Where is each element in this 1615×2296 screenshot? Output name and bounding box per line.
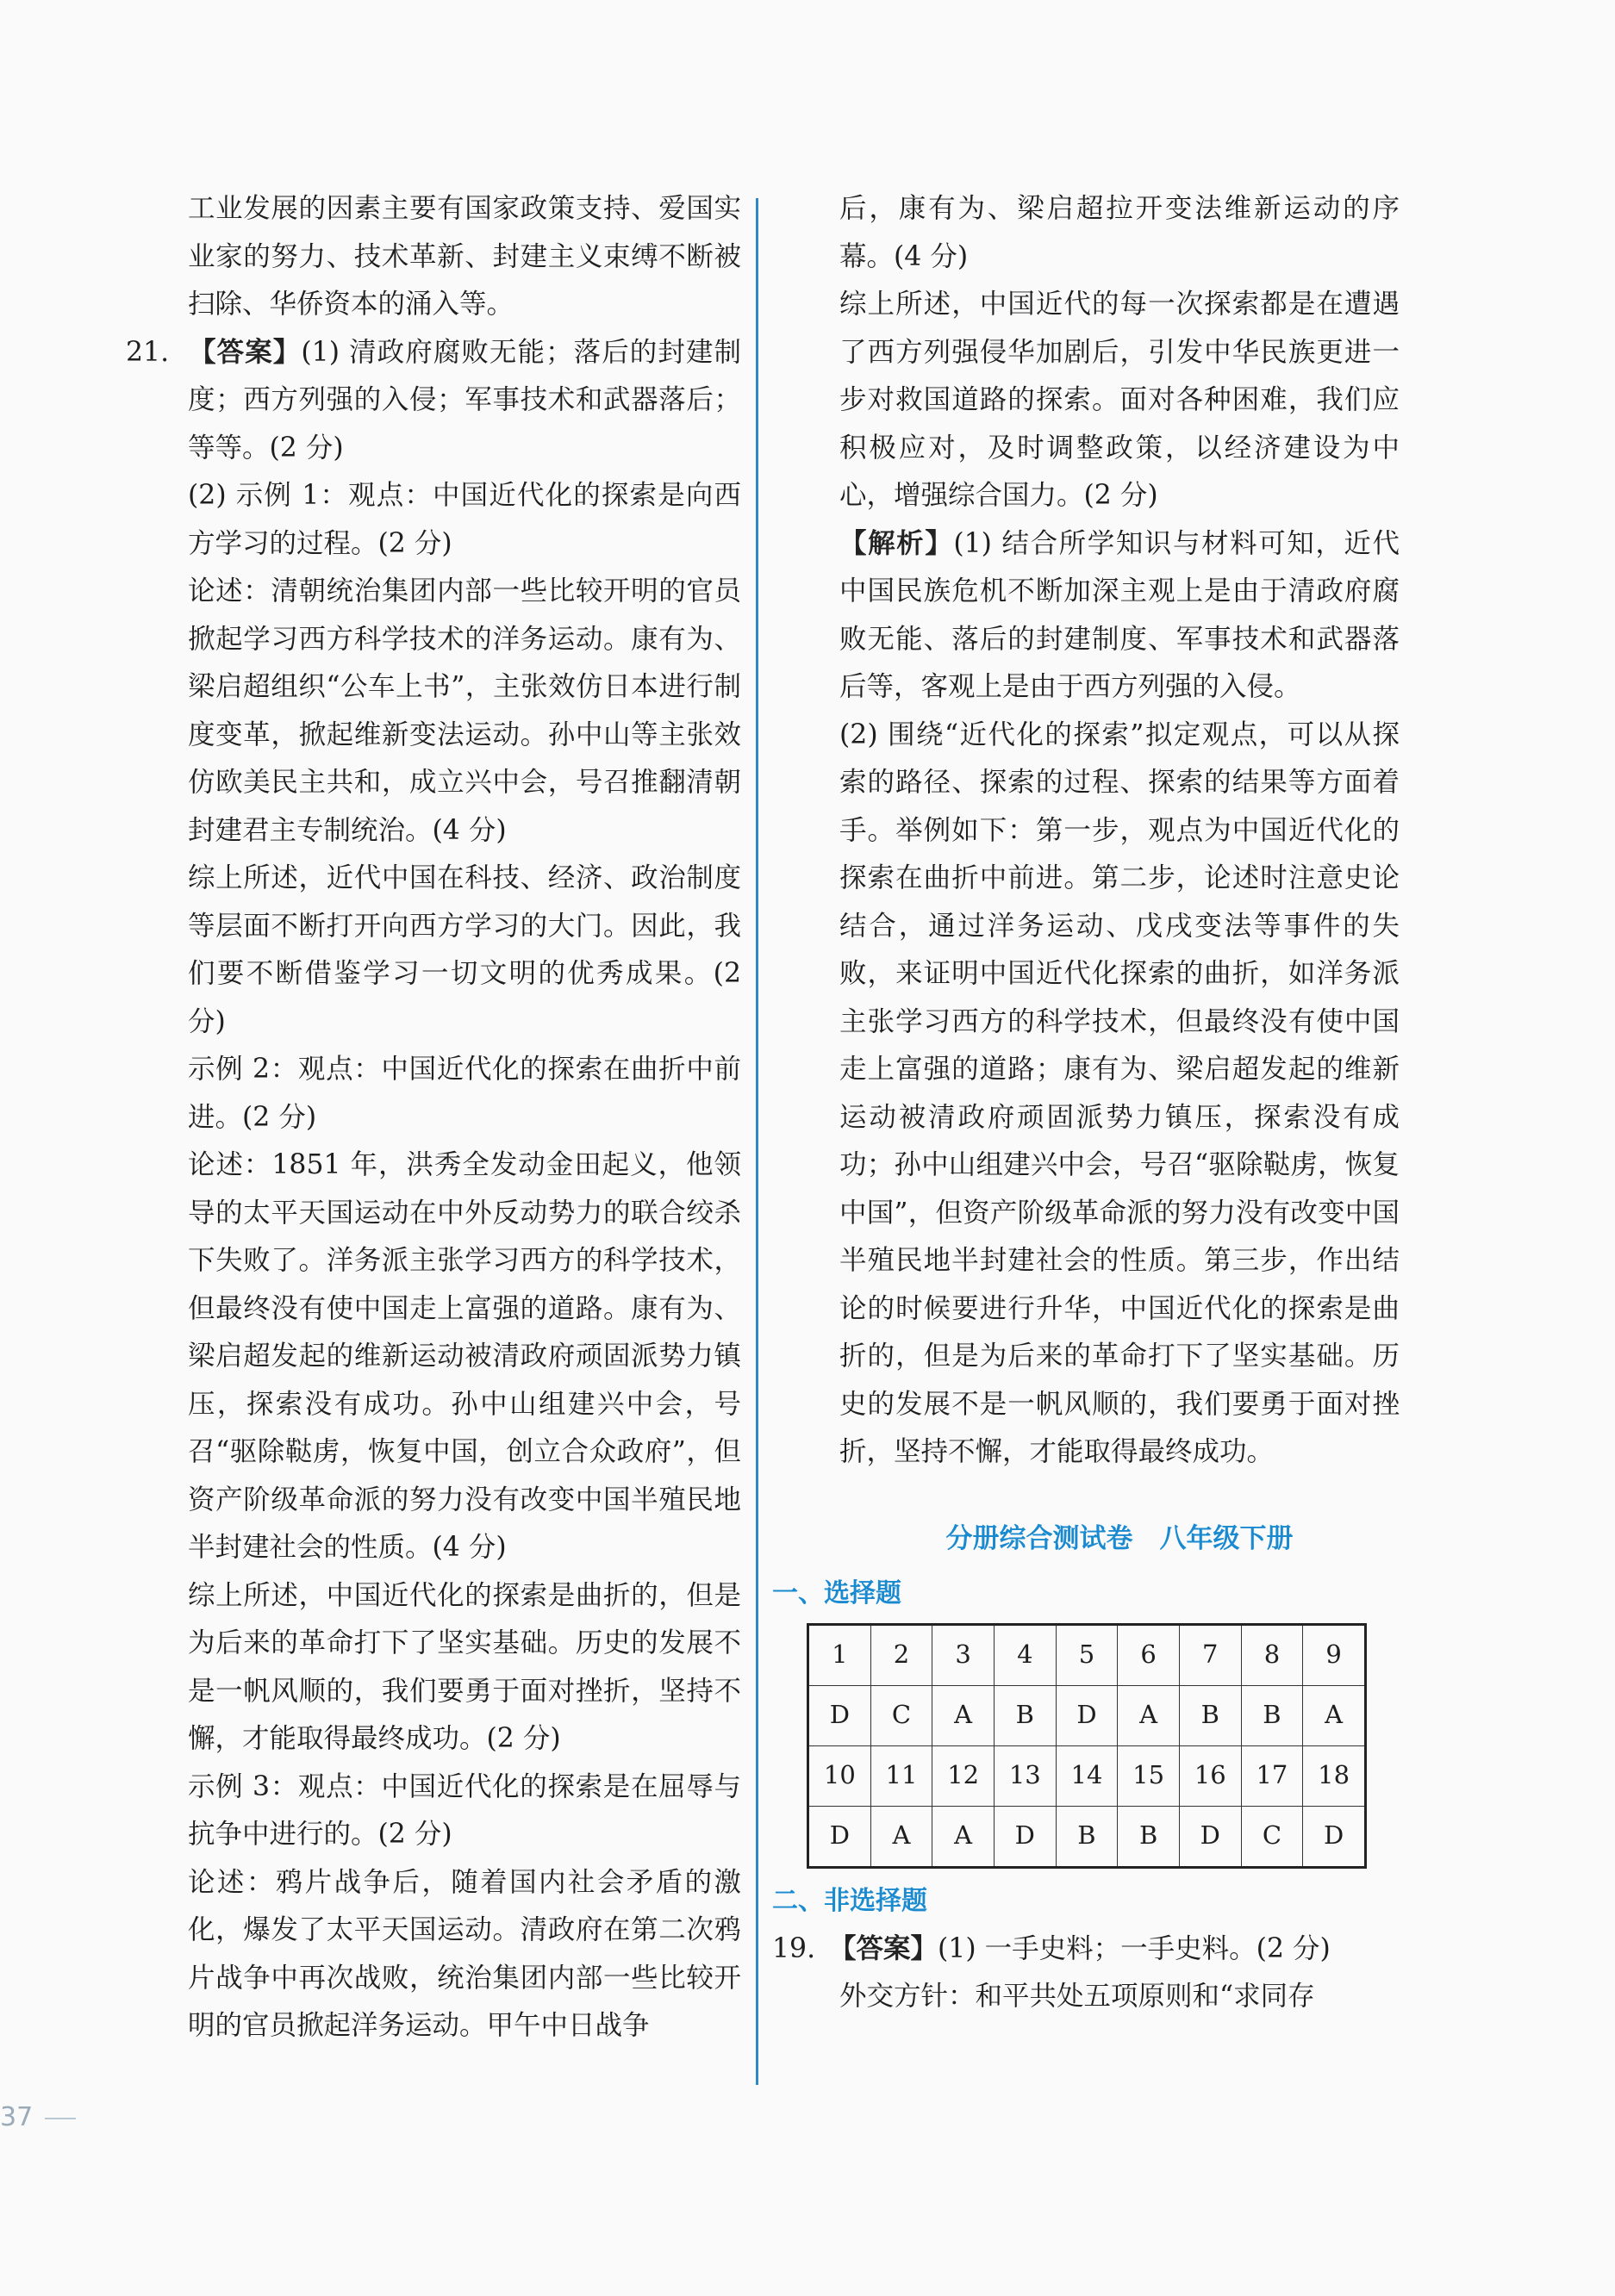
table-cell: 9 — [1303, 1624, 1366, 1685]
table-cell: 6 — [1118, 1624, 1180, 1685]
table-cell: 1 — [808, 1624, 871, 1685]
table-cell: 14 — [1056, 1745, 1118, 1806]
analysis-tag: 【解析】 — [839, 527, 954, 559]
analysis-paragraph: 【解析】(1) 结合所学知识与材料可知，近代中国民族危机不断加深主观上是由于清政府腐败无能、落后的封建制度、军事技术和武器落后等，客观上是由于西方列强的入侵。 — [839, 527, 1400, 702]
table-cell: 17 — [1241, 1745, 1303, 1806]
table-cell: D — [994, 1806, 1056, 1867]
table-cell: A — [932, 1685, 995, 1745]
paragraph: (1) 清政府腐败无能；落后的封建制度；西方列强的入侵；军事技术和武器落后；等等。(2 分) — [188, 336, 741, 464]
table-cell: C — [870, 1685, 932, 1745]
question-19-answer: 19. 【答案】(1) 一手史料；一手史料。(2 分) — [772, 1926, 1400, 1974]
paragraph: 综上所述，近代中国在科技、经济、政治制度等层面不断打开向西方学习的大门。因此，我们要不断借鉴学习一切文明的优秀成果。(2 分) — [188, 862, 741, 1037]
table-cell: A — [1303, 1685, 1366, 1745]
right-column — [772, 185, 1400, 2021]
paragraph: (2) 示例 1：观点：中国近代化的探索是向西方学习的过程。(2 分) — [188, 480, 741, 559]
table-row — [808, 1745, 1366, 1806]
paragraph: 综上所述，中国近代的每一次探索都是在遭遇了西方列强侵华加剧后，引发中华民族更进一步对救国道路的探索。面对各种困难，我们应积极应对，及时调整政策，以经济建设为中心，增强综合国力。(2 分) — [839, 289, 1400, 511]
table-cell: D — [1303, 1806, 1366, 1867]
table-cell: 15 — [1118, 1745, 1180, 1806]
table-cell: D — [1179, 1806, 1241, 1867]
table-cell: 7 — [1179, 1624, 1241, 1685]
table-cell: B — [1118, 1806, 1180, 1867]
table-cell: D — [808, 1685, 871, 1745]
table-row — [808, 1624, 1366, 1685]
table-cell: 4 — [994, 1624, 1056, 1685]
paragraph: 论述：1851 年，洪秀全发动金田起义，他领导的太平天国运动在中外反动势力的联合绞杀下失败了。洋务派主张学习西方的科学技术，但最终没有使中国走上富强的道路。康有为、梁启超发起的维新运动被清政府顽固派势力镇压，探索没有成功。孙中山组建兴中会，号召“驱除鞑虏，恢复中国，创立合众政府”，但资产阶级革命派的努力没有改变中国半殖民地半封建社会的性质。(4 分) — [188, 1149, 741, 1563]
table-cell: D — [1056, 1685, 1118, 1745]
paragraph: 外交方针：和平共处五项原则和“求同存 — [839, 1981, 1315, 2012]
left-column — [121, 185, 741, 2050]
answer-tag: 【答案】 — [829, 1932, 938, 1964]
table-cell: A — [1118, 1685, 1180, 1745]
page-number-dash — [45, 2118, 76, 2119]
answer-table — [807, 1623, 1367, 1869]
answer-tag: 【答案】 — [188, 336, 302, 368]
table-cell: B — [994, 1685, 1056, 1745]
table-cell: 18 — [1303, 1745, 1366, 1806]
table-cell: A — [932, 1806, 995, 1867]
table-cell: 11 — [870, 1745, 932, 1806]
question-number: 19. — [772, 1932, 816, 1964]
table-row — [808, 1685, 1366, 1745]
table-cell: A — [870, 1806, 932, 1867]
table-row — [808, 1806, 1366, 1867]
paragraph: 示例 3：观点：中国近代化的探索是在屈辱与抗争中进行的。(2 分) — [188, 1770, 741, 1850]
table-cell: 3 — [932, 1624, 995, 1685]
section-title: 分册综合测试卷 八年级下册 — [945, 1522, 1294, 1554]
table-cell: 8 — [1241, 1624, 1303, 1685]
column-divider — [756, 198, 758, 2085]
table-cell: B — [1179, 1685, 1241, 1745]
question-21-answer — [121, 329, 741, 473]
paragraph: 综上所述，中国近代化的探索是曲折的，但是为后来的革命打下了坚实基础。历史的发展不是一帆风顺的，我们要勇于面对挫折，坚持不懈，才能取得最终成功。(2 分) — [188, 1579, 741, 1754]
page-number: 37 — [0, 2102, 34, 2132]
table-cell: 5 — [1056, 1624, 1118, 1685]
table-cell: 12 — [932, 1745, 995, 1806]
paragraph: 后，康有为、梁启超拉开变法维新运动的序幕。(4 分) — [839, 193, 1400, 272]
table-cell: 16 — [1179, 1745, 1241, 1806]
paragraph: 论述：清朝统治集团内部一些比较开明的官员掀起学习西方科学技术的洋务运动。康有为、梁启超组织“公车上书”，主张效仿日本进行制度变革，掀起维新变法运动。孙中山等主张效仿欧美民主共和，成立兴中会，号召推翻清朝封建君主专制统治。(4 分) — [188, 576, 741, 846]
table-cell: 2 — [870, 1624, 932, 1685]
subsection-title: 一、选择题 — [772, 1577, 901, 1608]
question-number: 21. — [126, 336, 170, 368]
paragraph: 示例 2：观点：中国近代化的探索在曲折中前进。(2 分) — [188, 1054, 741, 1133]
table-cell: 10 — [808, 1745, 871, 1806]
table-cell: D — [808, 1806, 871, 1867]
table-cell: 13 — [994, 1745, 1056, 1806]
table-cell: B — [1241, 1685, 1303, 1745]
paragraph: 工业发展的因素主要有国家政策支持、爱国实业家的努力、技术革新、封建主义束缚不断被扫除、华侨资本的涌入等。 — [188, 193, 741, 320]
subsection-title: 二、非选择题 — [772, 1885, 927, 1916]
table-cell: C — [1241, 1806, 1303, 1867]
paragraph: (2) 围绕“近代化的探索”拟定观点，可以从探索的路径、探索的过程、探索的结果等方面着手。举例如下：第一步，观点为中国近代化的探索在曲折中前进。第二步，论述时注意史论结合，通过洋务运动、戊戌变法等事件的失败，来证明中国近代化探索的曲折，如洋务派主张学习西方的科学技术，但最终没有使中国走上富强的道路；康有为、梁启超发起的维新运动被清政府顽固派势力镇压，探索没有成功；孙中山组建兴中会，号召“驱除鞑虏，恢复中国”，但资产阶级革命派的努力没有改变中国半殖民地半封建社会的性质。第三步，作出结论的时候要进行升华，中国近代化的探索是曲折的，但是为后来的革命打下了坚实基础。历史的发展不是一帆风顺的，我们要勇于面对挫折，坚持不懈，才能取得最终成功。 — [839, 719, 1400, 1467]
table-cell: B — [1056, 1806, 1118, 1867]
paragraph: 论述：鸦片战争后，随着国内社会矛盾的激化，爆发了太平天国运动。清政府在第二次鸦片战争中再次战败，统治集团内部一些比较开明的官员掀起洋务运动。甲午中日战争 — [188, 1866, 741, 2041]
